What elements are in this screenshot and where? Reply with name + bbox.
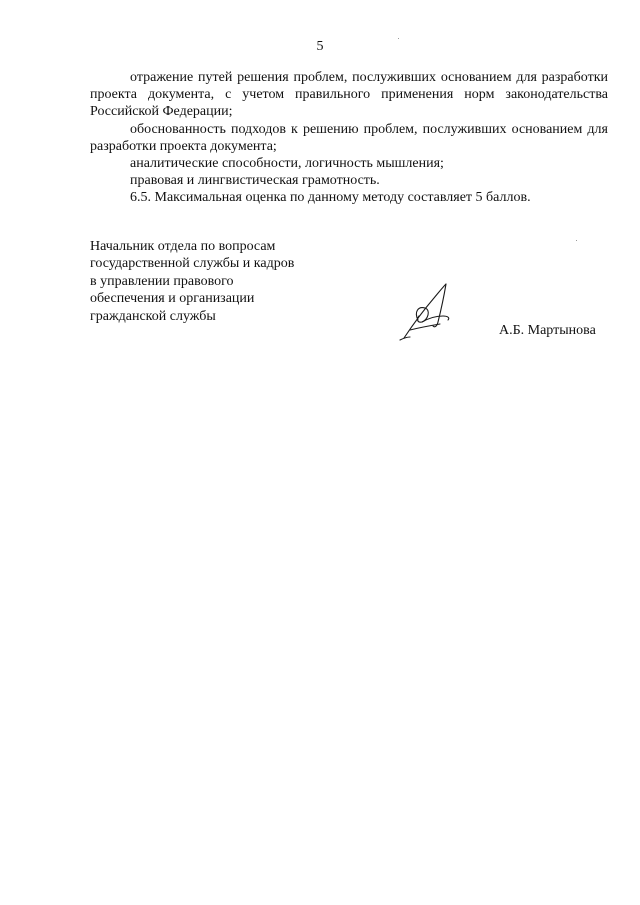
position-line: в управлении правового <box>90 273 234 289</box>
scan-speck <box>576 240 577 241</box>
paragraph-analytical-skills: аналитические способности, логичность мышления; <box>130 156 444 172</box>
position-line: гражданской службы <box>90 308 216 324</box>
page-number: 5 <box>316 39 324 54</box>
scan-speck <box>398 38 399 39</box>
position-line: государственной службы и кадров <box>90 256 295 272</box>
paragraph-legal-literacy: правовая и лингвистическая грамотность. <box>130 173 380 189</box>
handwritten-signature-icon <box>398 282 464 342</box>
paragraph-problem-solutions: отражение путей решения проблем, послуживших основанием для разработки проекта документа, с учетом правильного применения норм законодательства Российской Федерации; <box>90 70 608 120</box>
paragraph-max-score: 6.5. Максимальная оценка по данному методу составляет 5 баллов. <box>130 190 531 206</box>
document-body <box>90 69 608 207</box>
position-line: Начальник отдела по вопросам <box>90 239 276 254</box>
position-line: обеспечения и организации <box>90 291 255 307</box>
paragraph-approach-validity: обоснованность подходов к решению проблем, послуживших основанием для разработки проекта документа; <box>90 121 608 154</box>
signer-name: А.Б. Мартынова <box>499 323 596 338</box>
signatory-position <box>90 238 294 325</box>
